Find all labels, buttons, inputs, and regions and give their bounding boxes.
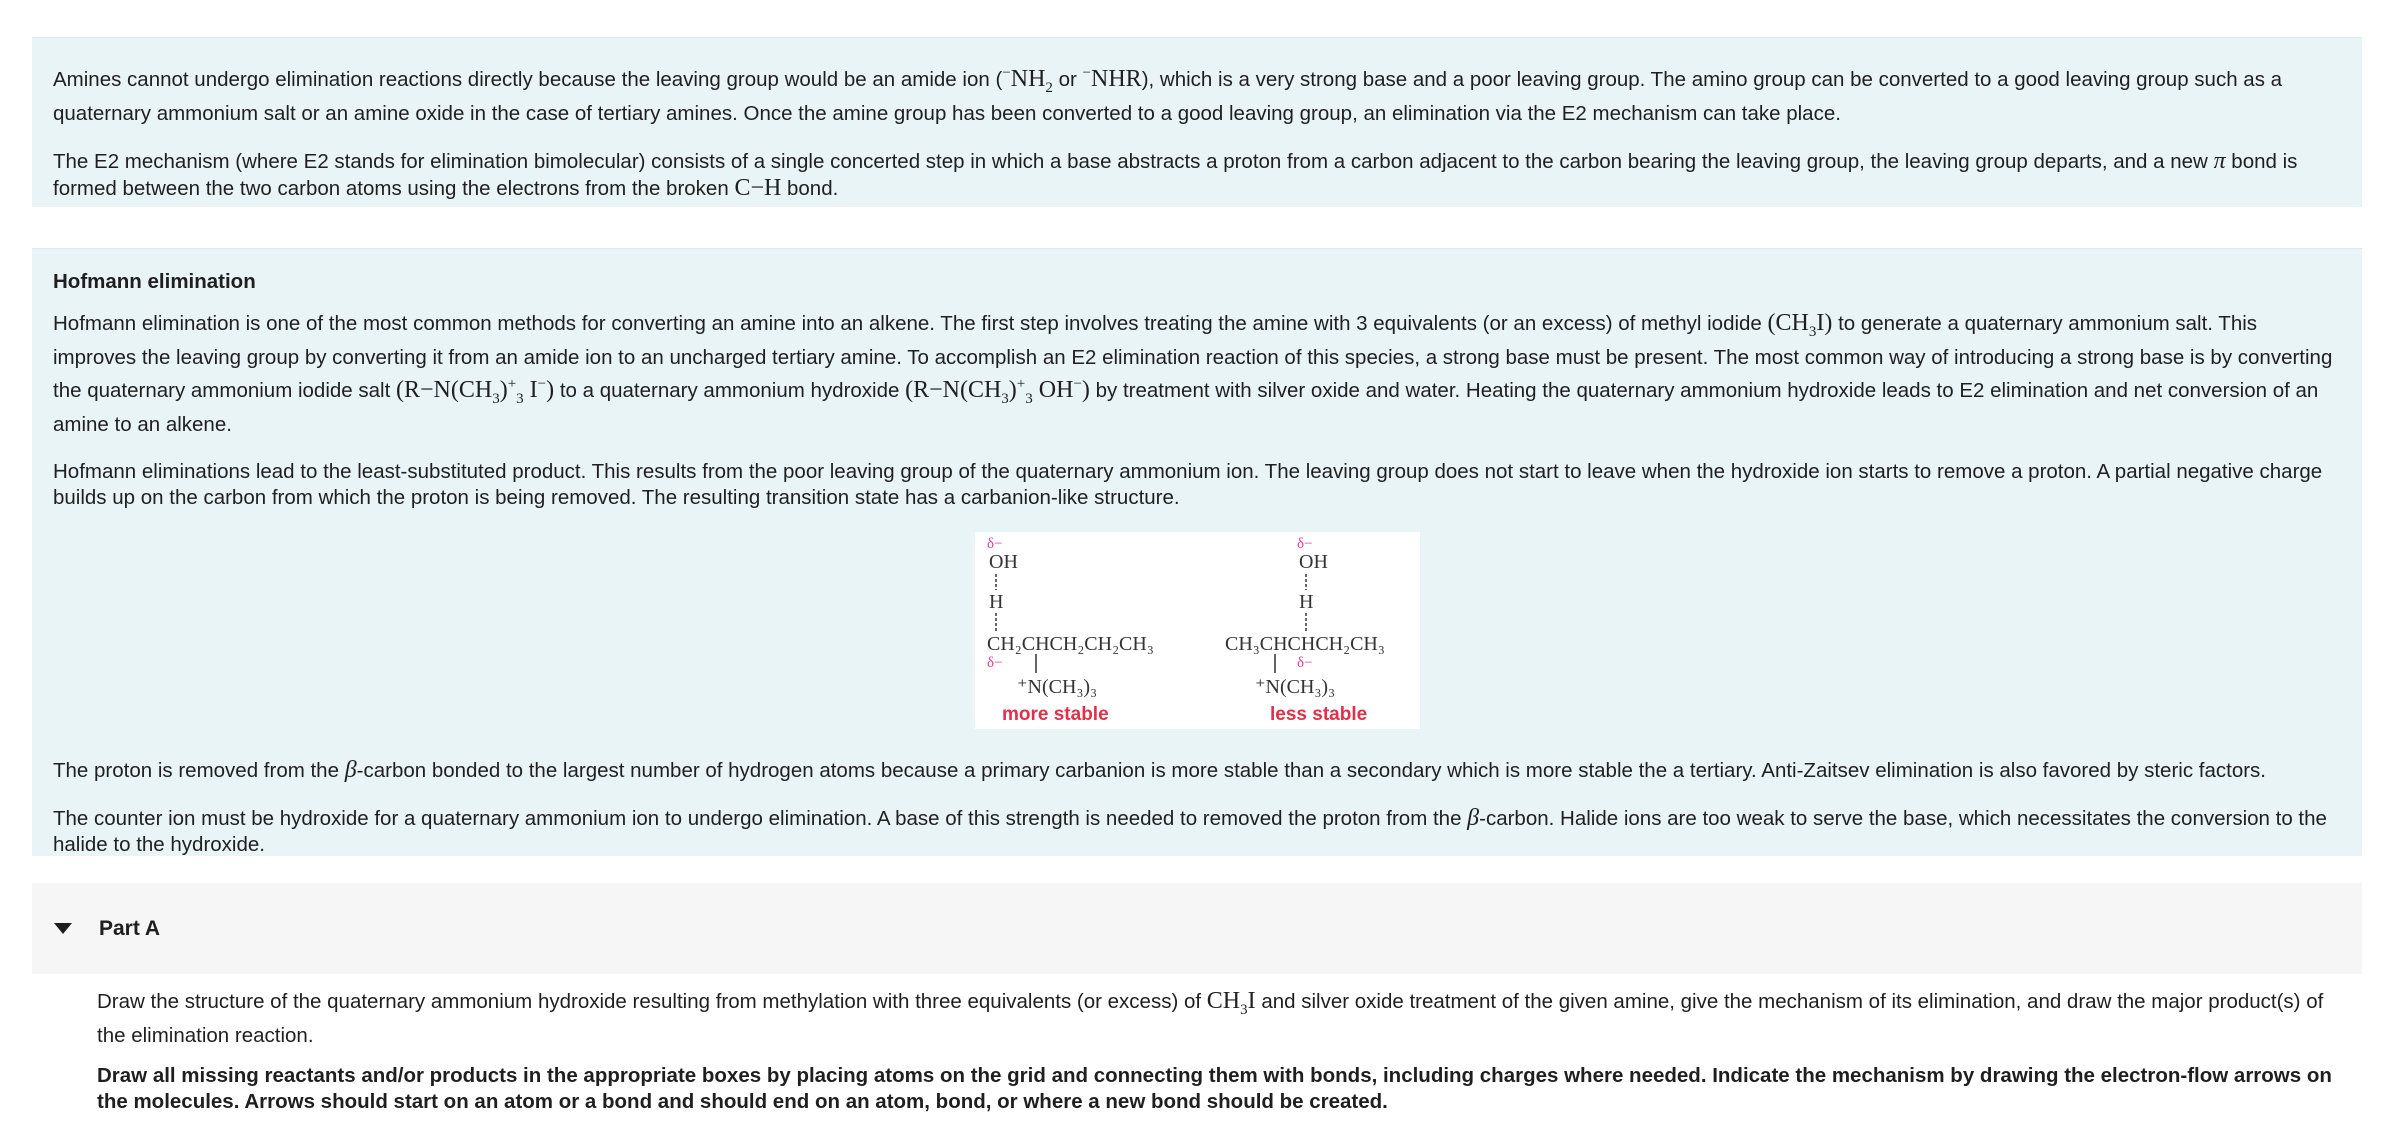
left-oh: OH [988, 550, 1018, 573]
part-a-body [97, 988, 2347, 1129]
intro-panel [32, 37, 2362, 207]
left-ammonium: ⁺N(CH₃)₃ [1016, 675, 1097, 698]
hofmann-paragraph-1: Hofmann elimination is one of the most common methods for converting an amine into an alkene. The first step involves treating the amine with 3 equivalents (or an excess) of methyl iodide $(CH_3I)$ to generate a quaternary ammonium salt. This improves the leaving group by converting it from an amide ion to an uncharged tertiary amine. To accomplish an E2 elimination reaction of this species, a strong base must be present. The most common way of introducing a strong base is by converting the quaternary ammonium iodide salt ($R-N(CH_3)^+_3$ I−) to a quaternary ammonium hydroxide ($R-N(CH_3)^+_3$ OH−) by treatment with silver oxide and water. Heating the quaternary ammonium hydroxide leads to E2 elimination and net conversion of an amine to an alkene. [53, 310, 2333, 436]
less-stable-label: less stable [1269, 703, 1367, 725]
part-a-title[interactable]: Part A [99, 916, 161, 940]
hofmann-panel [32, 248, 2362, 856]
part-a-instructions: Draw the structure of the quaternary ammonium hydroxide resulting from methylation with three equivalents (or excess) of $CH_3I$ and silver oxide treatment of the given amine, give the mechanism of its elimination, and draw the major product(s) of the elimination reaction. [97, 988, 2324, 1047]
transition-state-structures [975, 532, 1420, 729]
right-delta-bottom: δ− [1296, 654, 1313, 671]
right-chain: CH₃CHCHCH₂CH₃ [1224, 632, 1385, 655]
left-h: H [988, 590, 1003, 613]
right-delta-top: δ− [1296, 535, 1313, 552]
right-oh: OH [1298, 550, 1328, 573]
hofmann-heading: Hofmann elimination [53, 270, 256, 293]
hofmann-paragraph-2: Hofmann eliminations lead to the least-substituted product. This results from the poor leaving group of the quaternary ammonium ion. The leaving group does not start to leave when the hydroxide ion starts to remove a proton. A partial negative charge builds up on the carbon from which the proton is being removed. The resulting transition state has a carbanion-like structure. [53, 459, 2323, 509]
hofmann-paragraph-3: The proton is removed from the β-carbon bonded to the largest number of hydrogen atoms because a primary carbanion is more stable than a secondary which is more stable the a tertiary. Anti-Zaitsev elimination is also favored by steric factors. [53, 756, 2266, 783]
caret-down-icon[interactable] [54, 923, 72, 934]
right-h: H [1298, 590, 1313, 613]
left-delta-bottom: δ− [986, 654, 1003, 671]
part-a-drawing-instructions: Draw all missing reactants and/or products in the appropriate boxes by placing atoms on the grid and connecting them with bonds, including charges where needed. Indicate the mechanism by drawing the electron-flow arrows on the molecules. Arrows should start on an atom or a bond and should end on an atom, bond, or where a new bond should be created. [97, 1063, 2332, 1113]
part-a-toggle[interactable] [32, 883, 2362, 974]
left-chain: CH₂CHCH₂CH₂CH₃ [986, 632, 1154, 655]
intro-paragraph-1: Amines cannot undergo elimination reactions directly because the leaving group would be an amide ion ($^-NH_2$ or −NHR), which is a very strong base and a poor leaving group. The amino group can be converted to a good leaving group such as a quaternary ammonium salt or an amine oxide in the case of tertiary amines. Once the amine group has been converted to a good leaving group, an elimination via the E2 mechanism can take place. [53, 65, 2283, 125]
right-ammonium: ⁺N(CH₃)₃ [1254, 675, 1335, 698]
intro-paragraph-2: The E2 mechanism (where E2 stands for elimination bimolecular) consists of a single concerted step in which a base abstracts a proton from a carbon adjacent to the carbon bearing the leaving group, the leaving group departs, and a new π bond is formed between the two carbon atoms using the electrons from the broken C−H bond. [53, 147, 2298, 201]
left-delta-top: δ− [986, 535, 1003, 552]
hofmann-paragraph-4: The counter ion must be hydroxide for a quaternary ammonium ion to undergo elimination. A base of this strength is needed to removed the proton from the β-carbon. Halide ions are too weak to serve the base, which necessitates the conversion to the halide to the hydroxide. [53, 804, 2327, 856]
transition-state-figure [53, 532, 2341, 729]
more-stable-label: more stable [1001, 703, 1109, 725]
